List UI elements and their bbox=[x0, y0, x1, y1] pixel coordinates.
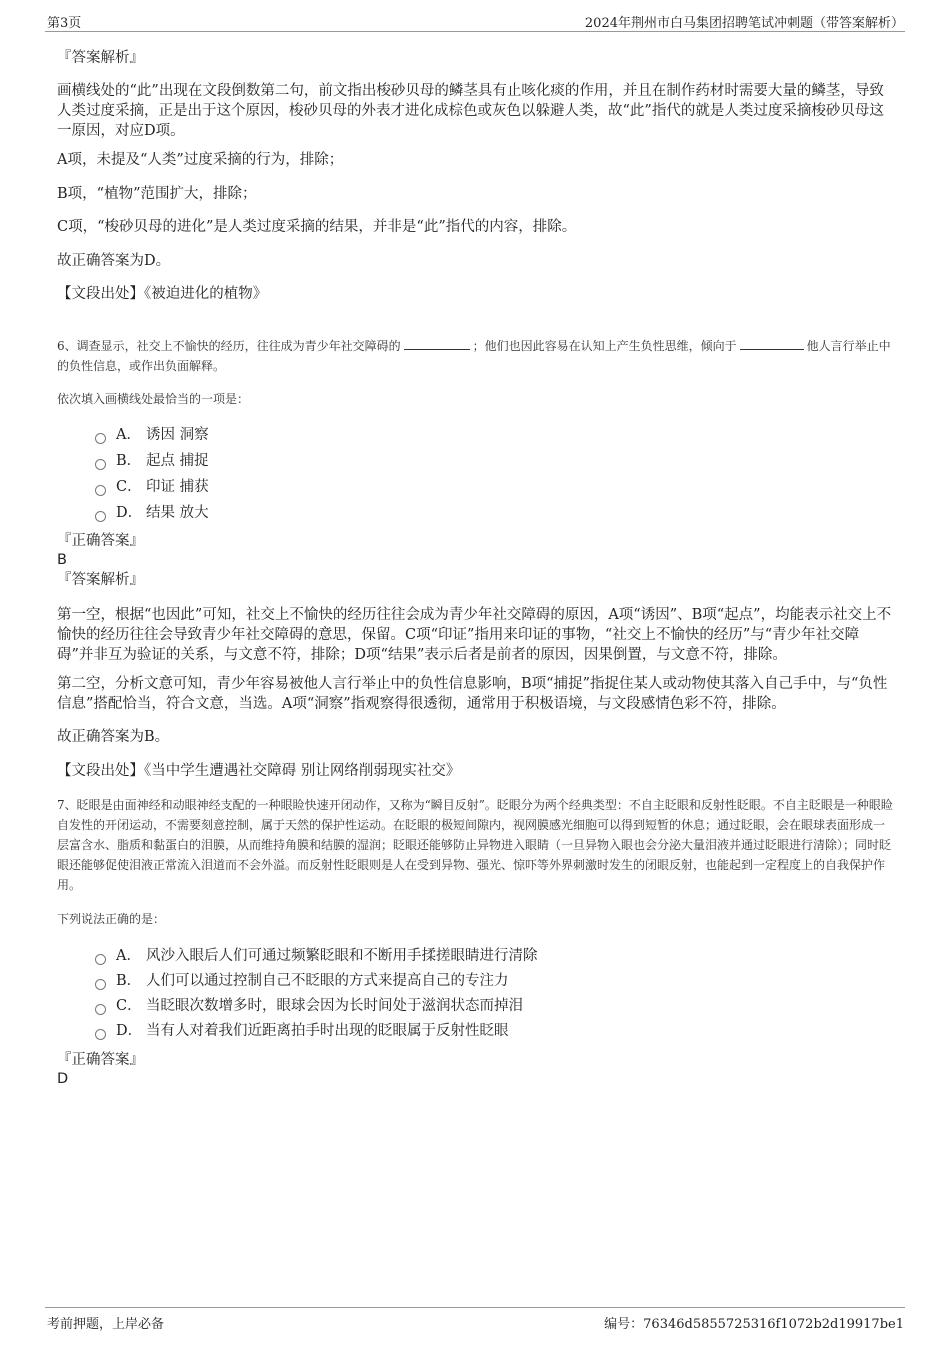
option-text: 当有人对着我们近距离拍手时出现的眨眼属于反射性眨眼 bbox=[146, 1023, 509, 1039]
stem-part: 他人言行举止中的负性信息，或作出负面解释。 bbox=[57, 339, 891, 373]
header-divider bbox=[45, 31, 905, 32]
correct-answer-label: 『正确答案』 bbox=[57, 533, 144, 549]
option-letter: B． bbox=[116, 453, 142, 469]
correct-answer: D bbox=[57, 1071, 69, 1087]
question-prompt: 依次填入画横线处最恰当的一项是： bbox=[57, 392, 250, 406]
option-text: 诱因 洞察 bbox=[146, 427, 209, 443]
option-d[interactable] bbox=[95, 503, 209, 523]
radio-icon[interactable] bbox=[95, 485, 106, 496]
analysis-paragraph: 第一空，根据“也因此”可知，社交上不愉快的经历往往会成为青少年社交障碍的原因，A项“诱因”、B项“起点”，均能表示社交上不愉快的经历往往会导致青少年社交障碍的意思，保留。C项“印证”指用来印证的事物，“社交上不愉快的经历”与“青少年社交障碍”并非互为验证的关系，与文意不符，排除；D项“结果”表示后者是前者的原因，因果倒置，与文意不符，排除。 bbox=[57, 607, 892, 663]
page-number: 第3页 bbox=[47, 16, 82, 31]
radio-icon[interactable] bbox=[95, 459, 106, 470]
radio-icon[interactable] bbox=[95, 954, 106, 965]
option-letter: D． bbox=[116, 505, 143, 521]
radio-icon[interactable] bbox=[95, 1029, 106, 1040]
analysis-paragraph: 第二空，分析文意可知，青少年容易被他人言行举止中的负性信息影响，B项“捕捉”指捉住某人或动物使其落入自己手中，与“负性信息”搭配恰当，符合文意，当选。A项“洞察”指观察得很透彻，通常用于积极语境，与文段感情色彩不符，排除。 bbox=[57, 676, 888, 712]
question-stem bbox=[57, 336, 895, 376]
option-text: 结果 放大 bbox=[146, 505, 209, 521]
footer-divider bbox=[45, 1307, 905, 1308]
source-citation: 【文段出处】《被迫进化的植物》 bbox=[57, 286, 268, 302]
option-c[interactable] bbox=[95, 996, 523, 1016]
stem-part: 6、调查显示，社交上不愉快的经历，往往成为青少年社交障碍的 bbox=[57, 339, 401, 353]
stem-part: ；他们也因此容易在认知上产生负性思维，倾向于 bbox=[472, 339, 737, 353]
option-b[interactable] bbox=[95, 451, 209, 471]
question-stem: 7、眨眼是由面神经和动眼神经支配的一种眼睑快速开闭动作，又称为“瞬目反射”。眨眼分为两个经典类型：不自主眨眼和反射性眨眼。不自主眨眼是一种眼睑自发性的开闭运动，不需要刻意控制，属于天然的保护性运动。在眨眼的极短间隙内，视网膜感光细胞可以得到短暂的休息；通过眨眼，会在眼球表面形成一层富含水、脂质和黏蛋白的泪膜，从而维持角膜和结膜的湿润；眨眼还能够防止异物进入眼睛（一旦异物入眼也会分泌大量泪液并通过眨眼进行清除）；同时眨眼还能够促使泪液正常流入泪道而不会外溢。而反射性眨眼则是人在受到异物、强光、惊吓等外界刺激时发生的闭眼反射，也能起到一定程度上的自我保护作用。 bbox=[57, 798, 893, 892]
option-letter: A． bbox=[116, 427, 141, 443]
radio-icon[interactable] bbox=[95, 433, 106, 444]
option-text: 风沙入眼后人们可通过频繁眨眼和不断用手揉搓眼睛进行清除 bbox=[146, 948, 538, 964]
correct-answer-label: 『正确答案』 bbox=[57, 1052, 144, 1068]
answer-conclusion: 故正确答案为D。 bbox=[57, 253, 171, 269]
blank-line bbox=[404, 337, 470, 350]
source-citation: 【文段出处】《当中学生遭遇社交障碍 别让网络削弱现实社交》 bbox=[57, 763, 461, 779]
option-letter: D． bbox=[116, 1023, 143, 1039]
analysis-label: 『答案解析』 bbox=[57, 572, 144, 588]
analysis-paragraph: A项，未提及“人类”过度采摘的行为，排除； bbox=[57, 152, 344, 168]
analysis-paragraph: B项，“植物”范围扩大，排除； bbox=[57, 186, 257, 202]
correct-answer: B bbox=[57, 552, 67, 568]
option-text: 起点 捕捉 bbox=[146, 453, 209, 469]
radio-icon[interactable] bbox=[95, 979, 106, 990]
option-letter: B． bbox=[116, 973, 142, 989]
footer-slogan: 考前押题，上岸必备 bbox=[47, 1317, 165, 1332]
option-a[interactable] bbox=[95, 425, 209, 445]
option-text: 印证 捕获 bbox=[146, 479, 209, 495]
document-title: 2024年荆州市白马集团招聘笔试冲刺题（带答案解析） bbox=[584, 16, 904, 31]
option-letter: C． bbox=[116, 479, 142, 495]
radio-icon[interactable] bbox=[95, 1004, 106, 1015]
option-text: 当眨眼次数增多时，眼球会因为长时间处于滋润状态而掉泪 bbox=[146, 998, 523, 1014]
option-letter: C． bbox=[116, 998, 142, 1014]
option-a[interactable] bbox=[95, 946, 538, 966]
option-letter: A． bbox=[116, 948, 141, 964]
answer-conclusion: 故正确答案为B。 bbox=[57, 729, 170, 745]
option-d[interactable] bbox=[95, 1021, 509, 1041]
option-b[interactable] bbox=[95, 971, 509, 991]
blank-line bbox=[740, 337, 804, 350]
question-prompt: 下列说法正确的是： bbox=[57, 912, 166, 926]
option-text: 人们可以通过控制自己不眨眼的方式来提高自己的专注力 bbox=[146, 973, 509, 989]
radio-icon[interactable] bbox=[95, 511, 106, 522]
analysis-label: 『答案解析』 bbox=[57, 50, 144, 66]
option-c[interactable] bbox=[95, 477, 209, 497]
document-id: 编号：76346d5855725316f1072b2d19917be1 bbox=[604, 1317, 904, 1332]
analysis-paragraph: C项，“梭砂贝母的进化”是人类过度采摘的结果，并非是“此”指代的内容，排除。 bbox=[57, 219, 577, 235]
analysis-paragraph: 画横线处的“此”出现在文段倒数第二句，前文指出梭砂贝母的鳞茎具有止咳化痰的作用，并且在制作药材时需要大量的鳞茎，导致人类过度采摘，正是出于这个原因，梭砂贝母的外表才进化成棕色或灰色以躲避人类，故“此”指代的就是人类过度采摘梭砂贝母这一原因，对应D项。 bbox=[57, 83, 884, 139]
